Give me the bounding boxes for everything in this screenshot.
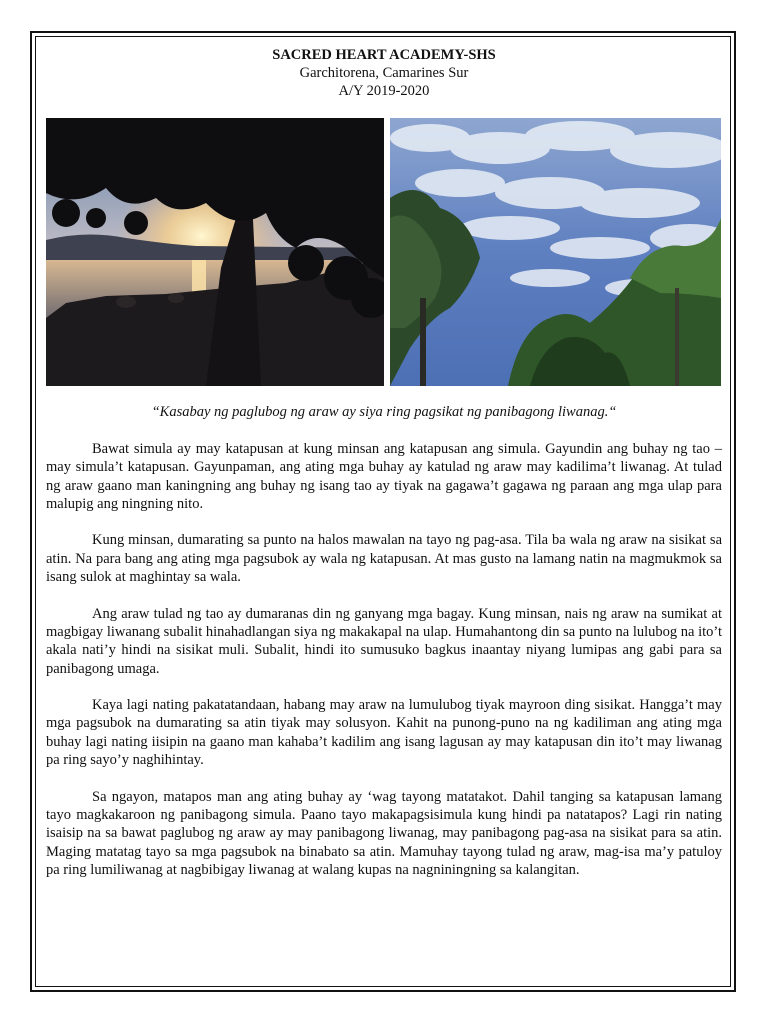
paragraph: Sa ngayon, matapos man ang ating buhay ay ‘wag tayong matatakot. Dahil tanging sa katapusan lamang tayo magkakaroon ng panibagong simula. Paano tayo makapagsisimula kung hindi pa natatapos? Lagi rin nating isaisip na sa bawat paglubog ng araw ay may panibagong liwanag, may panibagong pag-asa na sisikat para sa atin. Maging matatag tayo sa mga pagsubok na binabato sa atin. Mamuhay tayong tulad ng araw, mag-isa ma’y patuloy pa ring lumiliwanag at nagbibigay liwanag at walang kupas na nagniningning sa kalangitan.	[46, 788, 722, 878]
academic-year: A/Y 2019-2020	[338, 83, 430, 99]
cloudy-sky-with-trees-photo	[390, 118, 721, 386]
paragraph: Kung minsan, dumarating sa punto na halos mawalan na tayo ng pag-asa. Tila ba wala ng araw na sisikat sa atin. Na para bang ang ating mga pagsubok ay wala ng katapusan. At mas gusto na lamang natin na magmukmok sa isang sulok at maghintay sa wala.	[46, 532, 722, 586]
school-name: SACRED HEART ACADEMY-SHS	[272, 47, 496, 63]
quote: “Kasabay ng paglubog ng araw ay siya ring pagsikat ng panibagong liwanag.“	[151, 404, 617, 420]
paragraph: Ang araw tulad ng tao ay dumaranas din ng ganyang mga bagay. Kung minsan, nais ng araw na sumikat at magbigay liwanang subalit hinahadlangan siya ng makakapal na ulap. Humahantong din sa punto na lulubog na ito’t akala nati’y hindi na sisikat muli. Subalit, hindi ito sumusuko bagkus inaantay niyang lumipas ang gabi para sa panibagong umaga.	[46, 605, 722, 677]
paragraph: Kaya lagi nating pakatatandaan, habang may araw na lumulubog tiyak mayroon ding sisikat. Hangga’t may mga pagsubok na dumarating sa atin tiyak may solusyon. Kahit na punong-puno na ng kadiliman ang ating mga buhay lagi nating iisipin na gaano man kahaba’t kadilim ang isang lagusan ay may katapusan din ito’t may liwanag pa ring sayo’y naghihintay.	[46, 697, 722, 769]
sunset-over-water-photo	[46, 118, 384, 386]
school-location: Garchitorena, Camarines Sur	[299, 65, 469, 81]
document-header	[0, 46, 768, 100]
essay-body	[46, 440, 722, 897]
paragraph: Bawat simula ay may katapusan at kung minsan ang katapusan ang simula. Gayundin ang buhay ng tao – may simula’t katapusan. Gayunpaman, ang ating mga buhay ay katulad ng araw may kadilima’t liwanag. At tulad ng araw gaano man kaningning ang buhay ng isang tao ay tiyak na gagawa’t gagawa ng paraan ang mga ulap para malupig ang ningning nito.	[46, 441, 722, 512]
